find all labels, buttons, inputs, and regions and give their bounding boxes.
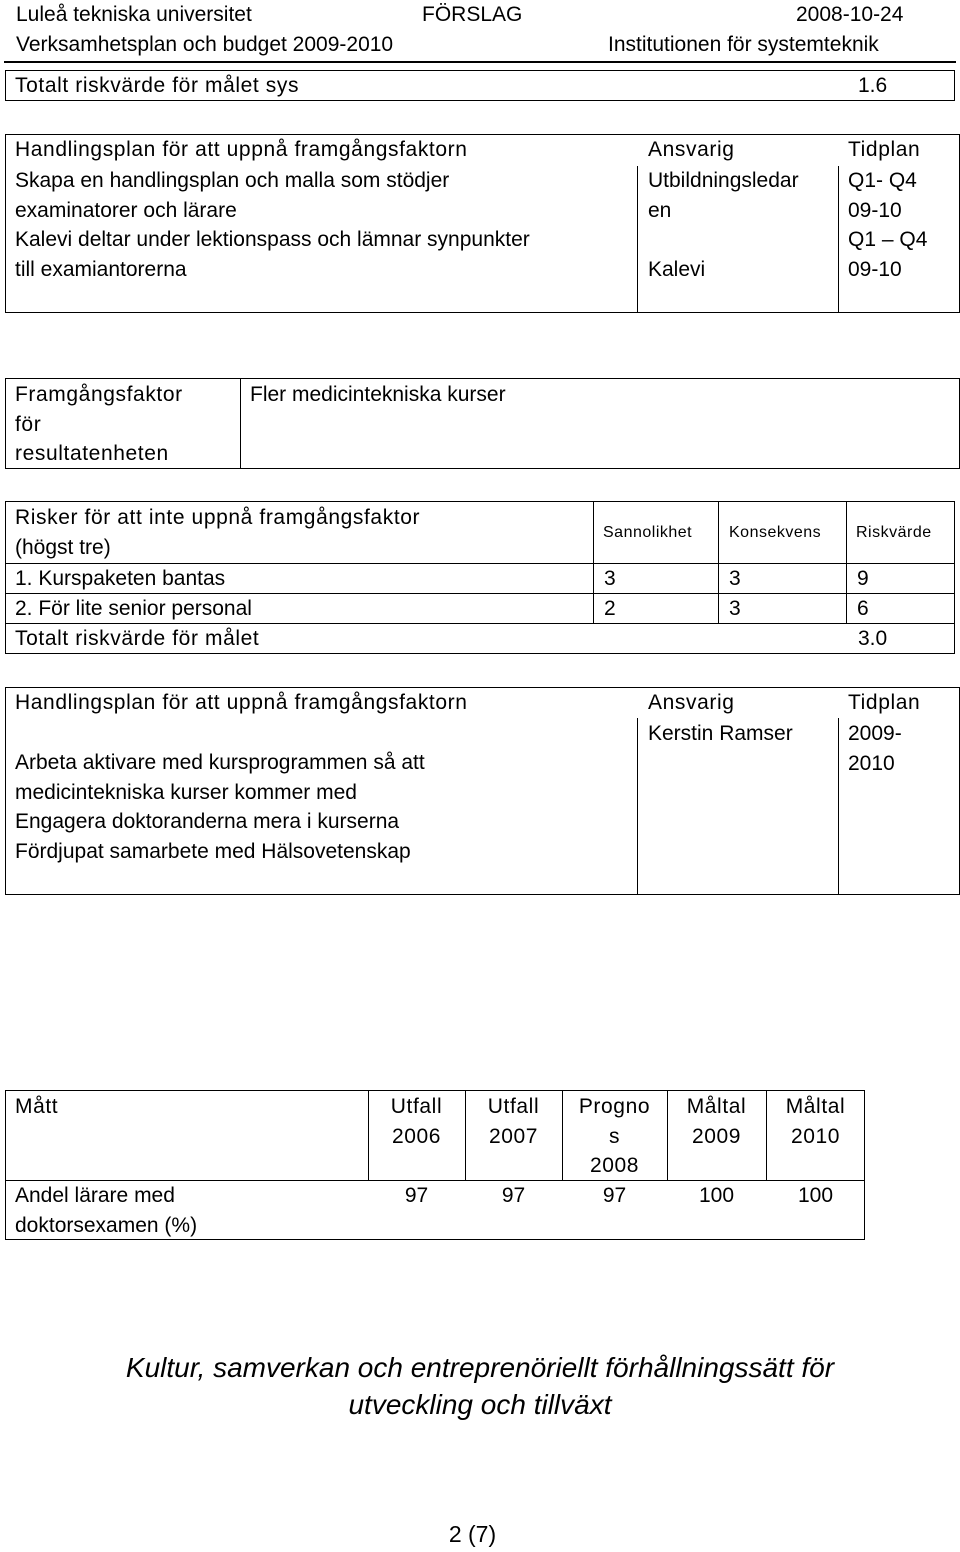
action-line: medicintekniska kurser kommer med bbox=[15, 780, 357, 804]
risk-row-1-consequence: 3 bbox=[729, 567, 741, 590]
risk-row-1-probability: 3 bbox=[604, 567, 616, 590]
action-plan-1-header-responsible: Ansvarig bbox=[648, 138, 735, 161]
measure-col-header-line: Måltal bbox=[686, 1095, 747, 1118]
risk-table-header-consequence: Konsekvens bbox=[729, 524, 822, 541]
action-plan-2-header-responsible: Ansvarig bbox=[648, 691, 735, 714]
measure-col-header-line: Utfall bbox=[487, 1095, 540, 1118]
responsible-line: en bbox=[648, 198, 672, 222]
risk-total-label: Totalt riskvärde för målet bbox=[15, 627, 260, 650]
measure-col-header-line: s bbox=[608, 1124, 621, 1148]
schedule-line: 09-10 bbox=[848, 257, 902, 281]
success-factor-label-line: för bbox=[15, 412, 42, 436]
measure-col-header bbox=[562, 1092, 667, 1181]
responsible-line: Utbildningsledar bbox=[648, 169, 799, 192]
header-date: 2008-10-24 bbox=[796, 3, 904, 26]
action-line: Arbeta aktivare med kursprogrammen så att bbox=[15, 751, 425, 774]
responsible-line bbox=[648, 225, 799, 255]
action-plan-1-schedule bbox=[848, 166, 927, 284]
schedule-line: 2010 bbox=[848, 751, 895, 775]
measure-col-header bbox=[368, 1092, 465, 1151]
total-risk-prev-value: 1.6 bbox=[858, 74, 888, 97]
measure-col-header-line: 2008 bbox=[589, 1154, 640, 1177]
action-plan-1-actions bbox=[15, 166, 530, 284]
schedule-line: Q1 – Q4 bbox=[848, 228, 928, 251]
action-plan-2-divider-a bbox=[637, 718, 638, 895]
measure-col-header-line: 2010 bbox=[790, 1124, 841, 1148]
risk-total-value: 3.0 bbox=[858, 627, 888, 650]
measure-col-header-line: 2007 bbox=[488, 1124, 539, 1148]
section-heading bbox=[0, 1349, 960, 1423]
measure-col-header-line: 2006 bbox=[391, 1124, 442, 1148]
action-plan-2-divider-b bbox=[838, 718, 839, 895]
action-line: Kalevi deltar under lektionspass och lämnar synpunkter bbox=[15, 228, 530, 251]
measure-header-label: Mått bbox=[15, 1095, 59, 1118]
action-plan-1-divider-a bbox=[637, 166, 638, 313]
header-status: FÖRSLAG bbox=[422, 3, 523, 26]
action-plan-2-actions bbox=[15, 748, 425, 866]
header-university: Luleå tekniska universitet bbox=[16, 3, 252, 26]
action-plan-2-responsible: Kerstin Ramser bbox=[648, 722, 793, 745]
risk-row-2-consequence: 3 bbox=[729, 597, 741, 620]
risk-row-1-riskvalue: 9 bbox=[857, 567, 869, 590]
action-plan-1-header-schedule: Tidplan bbox=[848, 138, 921, 161]
header-divider bbox=[4, 61, 956, 63]
action-line: Skapa en handlingsplan och malla som stödjer bbox=[15, 169, 450, 192]
measure-value: 100 bbox=[797, 1184, 834, 1207]
risk-row-2-riskvalue: 6 bbox=[857, 597, 869, 620]
success-factor-divider bbox=[240, 378, 241, 469]
success-factor-label bbox=[15, 380, 183, 469]
responsible-line: Kalevi bbox=[648, 257, 706, 281]
measure-col-header-line: Utfall bbox=[390, 1095, 443, 1118]
total-risk-prev-label: Totalt riskvärde för målet sys bbox=[15, 74, 300, 97]
measure-value: 97 bbox=[404, 1184, 429, 1207]
schedule-line: 09-10 bbox=[848, 198, 902, 222]
schedule-line: Q1- Q4 bbox=[848, 169, 917, 192]
measure-col-header-line: 2009 bbox=[691, 1124, 742, 1148]
section-heading-line: Kultur, samverkan och entreprenöriellt förhållningssätt för bbox=[125, 1352, 835, 1383]
risk-row-2-probability: 2 bbox=[604, 597, 616, 620]
measure-value: 97 bbox=[602, 1184, 627, 1207]
success-factor-label-line: resultatenheten bbox=[15, 442, 169, 465]
action-plan-2-schedule bbox=[848, 719, 902, 778]
measure-col-header bbox=[667, 1092, 766, 1151]
action-line: examinatorer och lärare bbox=[15, 198, 237, 222]
measure-row-label-line: doktorsexamen (%) bbox=[15, 1213, 198, 1237]
action-plan-1-header-action: Handlingsplan för att uppnå framgångsfaktorn bbox=[15, 138, 468, 161]
measure-col-header-line: Progno bbox=[578, 1095, 651, 1118]
risk-table-title: Risker för att inte uppnå framgångsfaktor bbox=[15, 506, 421, 529]
section-heading-line: utveckling och tillväxt bbox=[348, 1389, 612, 1420]
header-doc-title: Verksamhetsplan och budget 2009-2010 bbox=[16, 33, 394, 56]
success-factor-value: Fler medicintekniska kurser bbox=[250, 383, 506, 406]
action-line: till examiantorerna bbox=[15, 257, 187, 281]
action-line: Engagera doktoranderna mera i kurserna bbox=[15, 810, 400, 833]
action-plan-2-header-action: Handlingsplan för att uppnå framgångsfaktorn bbox=[15, 691, 468, 714]
action-plan-2-header-schedule: Tidplan bbox=[848, 691, 921, 714]
risk-row-1-name: 1. Kurspaketen bantas bbox=[15, 567, 226, 590]
header-department: Institutionen för systemteknik bbox=[608, 33, 879, 56]
action-plan-1-divider-b bbox=[838, 166, 839, 313]
measure-value: 100 bbox=[698, 1184, 735, 1207]
risk-table-header-probability: Sannolikhet bbox=[603, 524, 693, 541]
measure-col-header-line: Måltal bbox=[785, 1095, 846, 1118]
measure-row-label bbox=[15, 1181, 197, 1240]
measure-col-header bbox=[766, 1092, 865, 1151]
page-number: 2 (7) bbox=[448, 1521, 497, 1547]
measure-row-label-line: Andel lärare med bbox=[15, 1184, 175, 1207]
risk-row-2-name: 2. För lite senior personal bbox=[15, 597, 252, 620]
schedule-line: 2009- bbox=[848, 722, 902, 745]
risk-table-subtitle: (högst tre) bbox=[15, 536, 111, 559]
action-plan-1-responsible bbox=[648, 166, 799, 284]
measure-col-header bbox=[465, 1092, 562, 1151]
success-factor-label-line: Framgångsfaktor bbox=[15, 383, 183, 406]
risk-table-header-riskvalue: Riskvärde bbox=[856, 524, 932, 541]
action-line: Fördjupat samarbete med Hälsovetenskap bbox=[15, 839, 411, 863]
measure-value: 97 bbox=[501, 1184, 526, 1207]
